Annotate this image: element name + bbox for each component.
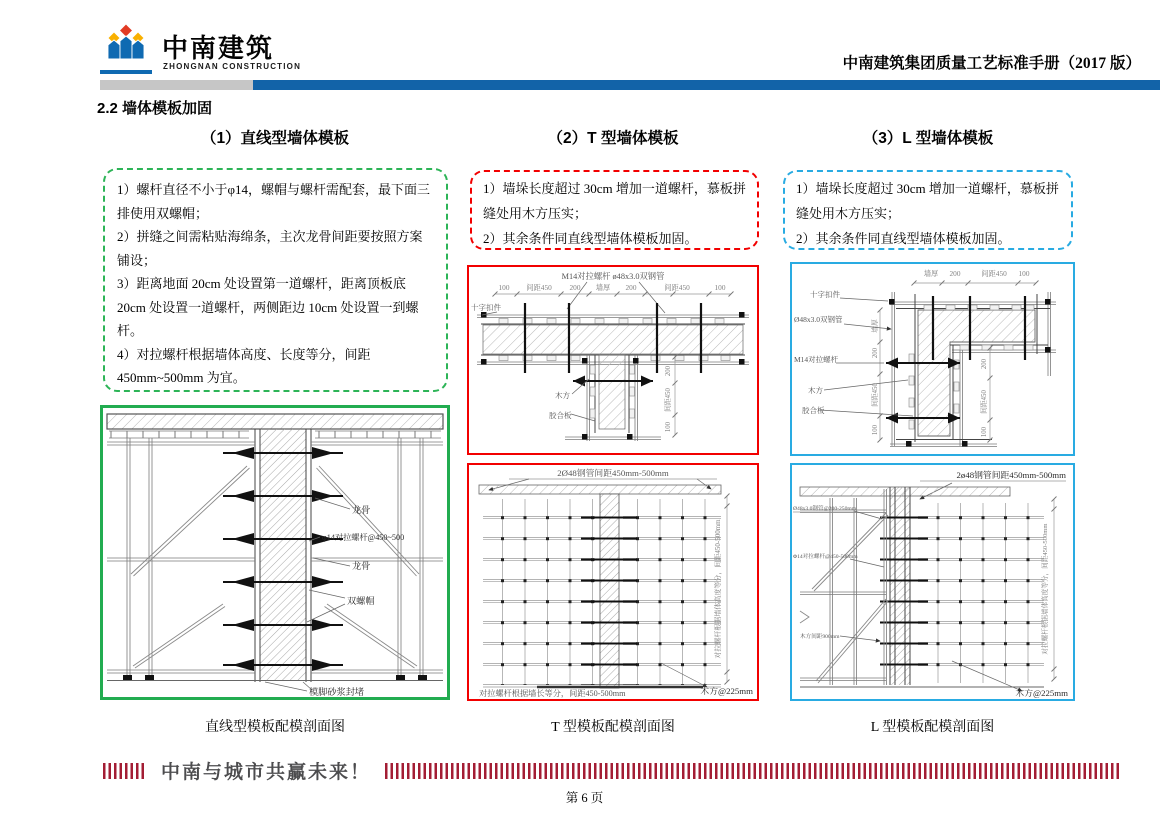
foot-seal-label: 模脚砂浆封堵 <box>309 687 365 697</box>
top-dimension <box>912 269 1039 286</box>
note-line: 1）墙垛长度超过 30cm 增加一道螺杆，慕板拼缝处用木方压实； <box>483 181 746 221</box>
l-elevation-figure <box>790 463 1075 701</box>
section-title-t: （2）T 型墙体模板 <box>547 130 679 147</box>
manual-title: 中南建筑集团质量工艺标准手册（2017 版） <box>842 55 1141 72</box>
slab <box>479 485 721 494</box>
dim-450: 间距450 <box>981 269 1007 278</box>
wood-label: 木方 <box>555 391 570 400</box>
dim-200: 200 <box>949 269 961 278</box>
wood-spacing-left-label: 木方间距900mm <box>800 634 840 640</box>
note-line: 4）对拉螺杆根据墙体高度、长度等分，间距 450mm~500mm 为宜。 <box>117 346 371 385</box>
notes-l-type <box>783 170 1073 250</box>
footer-slogan: 中南与城市共赢未来！ <box>161 762 372 783</box>
dim-450: 间距450 <box>664 283 690 292</box>
right-dimension <box>663 355 678 438</box>
pipe-spacing-label: 2ø48钢管间距450mm-500mm <box>956 470 1066 480</box>
dim-wall-thickness: 墙厚 <box>872 319 879 333</box>
note-line: 2）其余条件同直线型墙体模板加固。 <box>483 231 698 246</box>
figure-labels <box>794 289 913 416</box>
note-line: 1）螺杆直径不小于φ14，螺帽与螺杆需配套，最下面三排使用双螺帽； <box>117 182 431 221</box>
caption-straight: 直线型模板配模剖面图 <box>205 720 345 735</box>
wood-spacing-label: 木方@225mm <box>700 686 753 696</box>
tie-rod-rows <box>880 505 928 683</box>
brand-name-en: ZHONGNAN CONSTRUCTION <box>163 62 302 71</box>
note-line: 3）距离地面 20cm 处设置第一道螺杆，距离顶板底 20cm 处设置一道螺杆，两侧距边 10cm 处设置一到螺杆。 <box>117 276 419 338</box>
dim-450: 间距450 <box>981 390 988 414</box>
dim-200: 200 <box>665 365 672 377</box>
dim-200: 200 <box>569 283 581 292</box>
dim-450: 间距450 <box>665 388 672 412</box>
footer <box>103 762 1120 783</box>
double-nut-label: 双螺帽 <box>347 596 375 606</box>
plywood-label: 胶合板 <box>802 406 825 415</box>
right-dimension <box>1040 497 1057 682</box>
t-plan-figure <box>467 265 759 455</box>
dim-100: 100 <box>1018 269 1030 278</box>
note-line: 1）墙垛长度超过 30cm 增加一道螺杆，慕板拼缝处用木方压实； <box>796 181 1059 221</box>
logo-underline-bar <box>100 70 152 74</box>
dim-450: 间距450 <box>872 383 879 407</box>
bottom-tie-label: 对拉螺杆根据墙长等分，间距450-500mm <box>479 689 626 698</box>
section-title-straight: （1）直线型墙体模板 <box>200 130 350 147</box>
dim-wall-thickness: 墙厚 <box>595 283 611 292</box>
tie-rod-label: M14对拉螺杆 <box>794 355 839 364</box>
pipe-spacing-label: 2Ø48钢管间距450mm-500mm <box>557 468 669 478</box>
dim-100: 100 <box>872 424 879 436</box>
joist-label-bottom: 龙骨 <box>352 561 371 571</box>
dim-200: 200 <box>872 347 879 359</box>
tie-rod-rows <box>581 505 637 685</box>
caption-l: L 型模板配模剖面图 <box>870 720 995 735</box>
wall-stub <box>565 355 661 441</box>
notes-straight <box>103 168 448 392</box>
dim-100: 100 <box>665 421 672 433</box>
cross-clamp-label: 十字扣件 <box>810 290 840 299</box>
note-line: 2）其余条件同直线型墙体模板加固。 <box>796 231 1011 246</box>
joist-label-top: 龙骨 <box>352 505 371 515</box>
side-tie-label: 对拉螺杆根据墙体高度等分，间距450-500mm <box>1042 523 1049 655</box>
page-heading: 2.2 墙体模板加固 <box>97 100 213 117</box>
notes-t-type <box>470 170 759 250</box>
wood-label: 木方 <box>808 386 823 395</box>
l-plan-figure <box>790 262 1075 456</box>
wood-spacing-label: 木方@225mm <box>1015 688 1068 698</box>
dim-wall-thickness: 墙厚 <box>923 269 939 278</box>
footer-stripes-left <box>103 763 147 779</box>
page-number: 第 6 页 <box>565 791 604 805</box>
section-title-l: （3）L 型墙体模板 <box>862 130 994 147</box>
right-dimension <box>713 494 730 685</box>
double-pipe-label: Ø48x3.0双钢管 <box>794 315 843 324</box>
dim-200: 200 <box>625 283 637 292</box>
dim-100: 100 <box>498 283 510 292</box>
left-scaffold <box>800 489 888 685</box>
note-line: 2）拼缝之间需粘贴海绵条，主次龙骨间距要按照方案铺设； <box>117 229 423 268</box>
header-divider-band <box>100 80 1160 90</box>
t-elevation-figure <box>467 463 759 701</box>
wall-core <box>255 429 311 682</box>
footer-stripes-band <box>385 763 1120 779</box>
pipe-spacing-left-label: Ø48x3.0钢管@200-250mm <box>793 506 857 512</box>
dim-450: 间距450 <box>526 283 552 292</box>
dim-100: 100 <box>714 283 726 292</box>
straight-wall-figure <box>100 405 450 700</box>
brand-name-cn: 中南建筑 <box>162 33 275 63</box>
caption-t: T 型模板配模剖面图 <box>551 720 675 735</box>
inner-dimension <box>979 346 993 443</box>
formwork-grid <box>918 503 1044 683</box>
dim-200: 200 <box>981 358 988 370</box>
tie-rod-label: φ14对拉螺杆@450~500 <box>322 533 405 542</box>
company-logo-icon <box>100 22 152 66</box>
tie-and-pipe-label: M14对拉螺杆 ø48x3.0双钢管 <box>561 272 665 281</box>
company-logo <box>100 20 302 78</box>
top-dimension <box>493 283 734 297</box>
plywood-label: 胶合板 <box>549 411 572 420</box>
dim-100: 100 <box>981 426 988 438</box>
tie-spacing-left-label: Φ14对拉螺杆@450-500mm <box>793 554 858 560</box>
side-tie-label: 对拉螺杆根据墙体高度等分，间距450-500mm <box>714 519 722 659</box>
cross-clamp-label: 十字扣件 <box>471 303 501 312</box>
top-callout <box>562 271 665 313</box>
